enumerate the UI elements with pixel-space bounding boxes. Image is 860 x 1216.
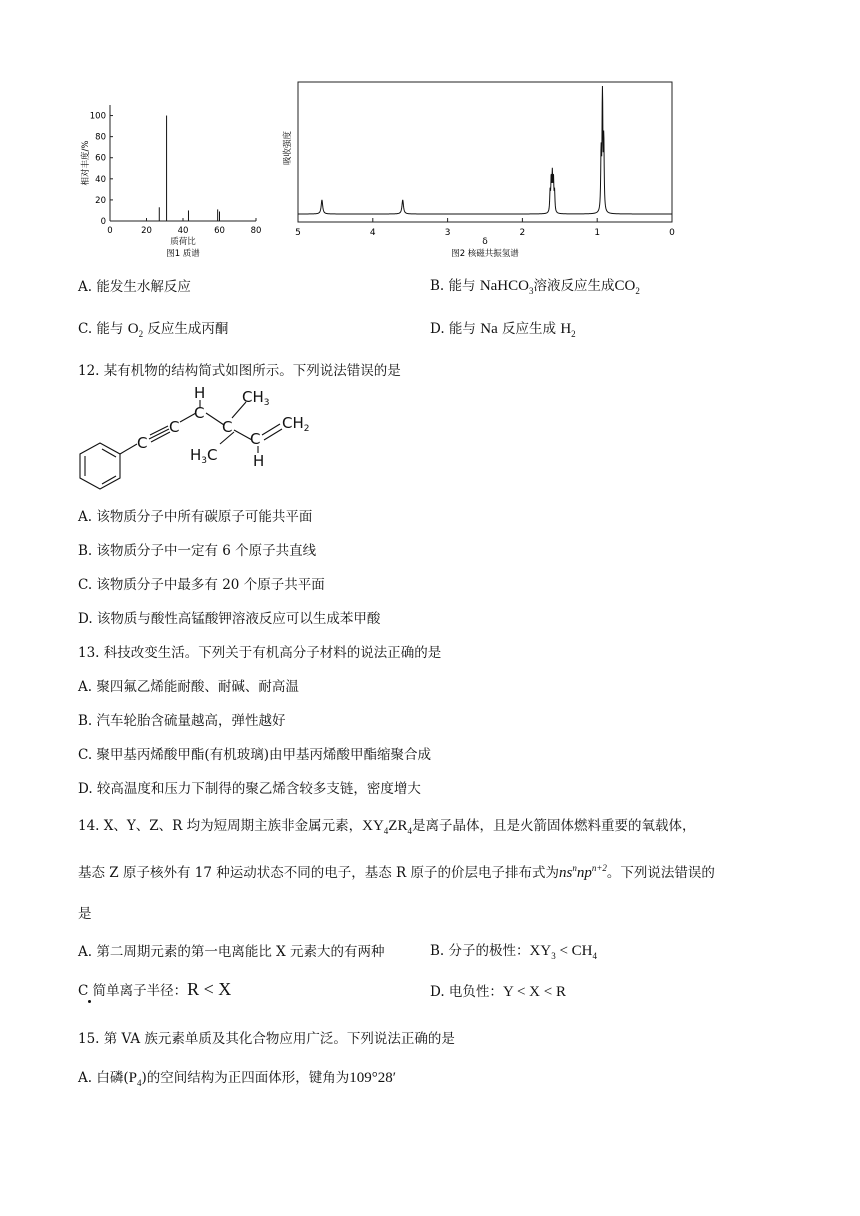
q14-stem-line2 (78, 861, 715, 882)
svg-text:H: H (253, 452, 265, 470)
q14-c-dot (88, 1000, 91, 1003)
q11-d-mid: 反应生成 (502, 321, 557, 337)
fig1-ytick-label: 40 (95, 174, 106, 185)
q15-a-angle: 109°28′ (349, 1070, 397, 1086)
q14-option-c[interactable] (78, 979, 231, 1000)
mass-spectrum-figure (78, 95, 268, 265)
q15-stem: 15. 第 VA 族元素单质及其化合物应用广泛。下列说法正确的是 (78, 1031, 455, 1047)
fig1-xtick-label: 40 (177, 226, 189, 236)
benzene-ring (80, 443, 120, 489)
fig1-xtick-label: 20 (141, 226, 152, 236)
fig1-xtick-label: 80 (250, 226, 262, 236)
q11-b-formula1: NaHCO$_3$ (479, 278, 534, 296)
nmr-spectrum-figure (280, 78, 680, 264)
q14-d-formula: Y < X < R (502, 984, 566, 1000)
q13-option-a[interactable]: A. 聚四氟乙烯能耐酸、耐碱、耐高温 (78, 679, 299, 695)
fig1-ytick-label: 80 (95, 132, 106, 143)
q13-option-d[interactable]: D. 较高温度和压力下制得的聚乙烯含较多支链，密度增大 (78, 781, 421, 797)
q14-c-prefix: C 简单离子半径： (78, 983, 188, 999)
q14-option-a[interactable]: A. 第二周期元素的第一电离能比 X 元素大的有两种 (78, 944, 385, 960)
fig1-ylabel: 相对丰度/% (81, 140, 91, 186)
q12-option-d[interactable]: D. 该物质与酸性高锰酸钾溶液反应可以生成苯甲酸 (78, 611, 381, 627)
q11-c-prefix: C. 能与 (78, 321, 124, 337)
q14-line2-pre: 基态 Z 原子核外有 17 种运动状态不同的电子，基态 R 原子的价层电子排布式为 (78, 865, 559, 881)
q11-c-post: 反应生成丙酮 (147, 321, 229, 337)
svg-text:H: H (194, 384, 206, 402)
q11-d-formula1: Na (480, 321, 498, 337)
fig2-caption: 图2 核磁共振氢谱 (451, 249, 519, 259)
fig1-xlabel: 质荷比 (170, 237, 196, 247)
svg-text:CH2: $CH_2$ (282, 414, 310, 434)
q12-option-c[interactable]: C. 该物质分子中最多有 20 个原子共平面 (78, 577, 325, 593)
q13-stem: 13. 科技改变生活。下列关于有机高分子材料的说法正确的是 (78, 645, 442, 661)
q11-b-prefix: B. 能与 (430, 278, 476, 294)
q14-b-formula: $XY_3 < CH_4$ (529, 943, 597, 961)
fig1-ytick-label: 20 (95, 195, 106, 206)
q12-option-b[interactable]: B. 该物质分子中一定有 6 个原子共直线 (78, 543, 317, 559)
svg-text:H3C: $H_3C$ (190, 446, 218, 466)
q15-a-prefix: A. 白磷( (78, 1070, 129, 1086)
svg-text:C: C (250, 430, 261, 448)
q15-a-formula: $P_4$ (128, 1070, 142, 1088)
fig1-ytick-label: 60 (95, 153, 106, 164)
fig2-xtick-label: 4 (369, 228, 376, 238)
fig2-frame (298, 82, 672, 222)
q11-b-mid: 溶液反应生成 (533, 278, 615, 294)
q12-structure-figure (72, 380, 332, 500)
q11-option-a-text: A. 能发生水解反应 (78, 279, 191, 295)
q11-option-a[interactable] (78, 275, 191, 295)
svg-text:C: C (169, 418, 180, 436)
q14-d-prefix: D. 电负性： (430, 984, 503, 1000)
q15-option-a[interactable] (78, 1066, 396, 1088)
q14-stem-pre: 14. X、Y、Z、R 均为短周期主族非金属元素， (78, 818, 363, 834)
fig2-xtick-label: 5 (295, 228, 301, 238)
fig1-xtick-label: 0 (107, 226, 113, 236)
q14-stem-line3: 是 (78, 906, 92, 922)
svg-text:C: C (194, 404, 205, 422)
q14-stem-post: 是离子晶体，且是火箭固体燃料重要的氧载体， (411, 818, 696, 834)
fig1-axes (110, 105, 256, 221)
q11-b-formula2: $CO_2$ (614, 278, 640, 296)
q11-option-c[interactable] (78, 317, 228, 339)
q14-c-formula: R < X (187, 979, 232, 999)
q11-d-formula2: $H_2$ (560, 321, 576, 339)
q14-line2-post: 。下列说法错误的 (606, 865, 715, 881)
q14-option-d[interactable] (430, 980, 566, 1001)
svg-text:CH3: $CH_3$ (242, 388, 270, 408)
fig1-ytick-label: 0 (100, 217, 106, 227)
q11-d-prefix: D. 能与 (430, 321, 476, 337)
q12-option-a[interactable]: A. 该物质分子中所有碳原子可能共平面 (78, 509, 313, 525)
fig2-xtick-label: 3 (444, 228, 451, 238)
q14-option-b[interactable] (430, 939, 597, 961)
q12-atom-labels (137, 384, 310, 470)
q14-b-prefix: B. 分子的极性： (430, 943, 530, 959)
fig2-xtick-label: 1 (594, 228, 601, 238)
q11-c-formula: $O_2$ (127, 321, 144, 339)
q13-option-b[interactable]: B. 汽车轮胎含硫量越高，弹性越好 (78, 713, 286, 729)
fig2-xtick-label: 0 (669, 228, 675, 238)
q15-a-mid: )的空间结构为正四面体形，键角为 (141, 1070, 350, 1086)
q13-option-c[interactable]: C. 聚甲基丙烯酸甲酯(有机玻璃)由甲基丙烯酸甲酯缩聚合成 (78, 747, 431, 763)
fig2-xlabel: δ (482, 237, 488, 247)
fig1-caption: 图1 质谱 (166, 249, 200, 259)
q11-option-d[interactable] (430, 317, 576, 339)
fig2-spectrum-line (298, 86, 672, 214)
fig1-ytick-label: 100 (89, 111, 106, 122)
q14-electron-config: $ns^nnp^{n+2}$ (558, 863, 607, 881)
svg-text:C: C (222, 418, 233, 436)
svg-text:C: C (137, 434, 148, 452)
q12-stem: 12. 某有机物的结构简式如图所示。下列说法错误的是 (78, 363, 401, 379)
fig2-ylabel: 吸收强度 (283, 130, 293, 166)
q11-option-b[interactable] (430, 274, 640, 296)
fig2-xtick-label: 2 (519, 228, 526, 238)
q14-formula: $XY_4ZR_4$ (362, 818, 412, 836)
fig1-xtick-label: 60 (214, 226, 225, 236)
q14-stem-line1 (78, 814, 695, 836)
